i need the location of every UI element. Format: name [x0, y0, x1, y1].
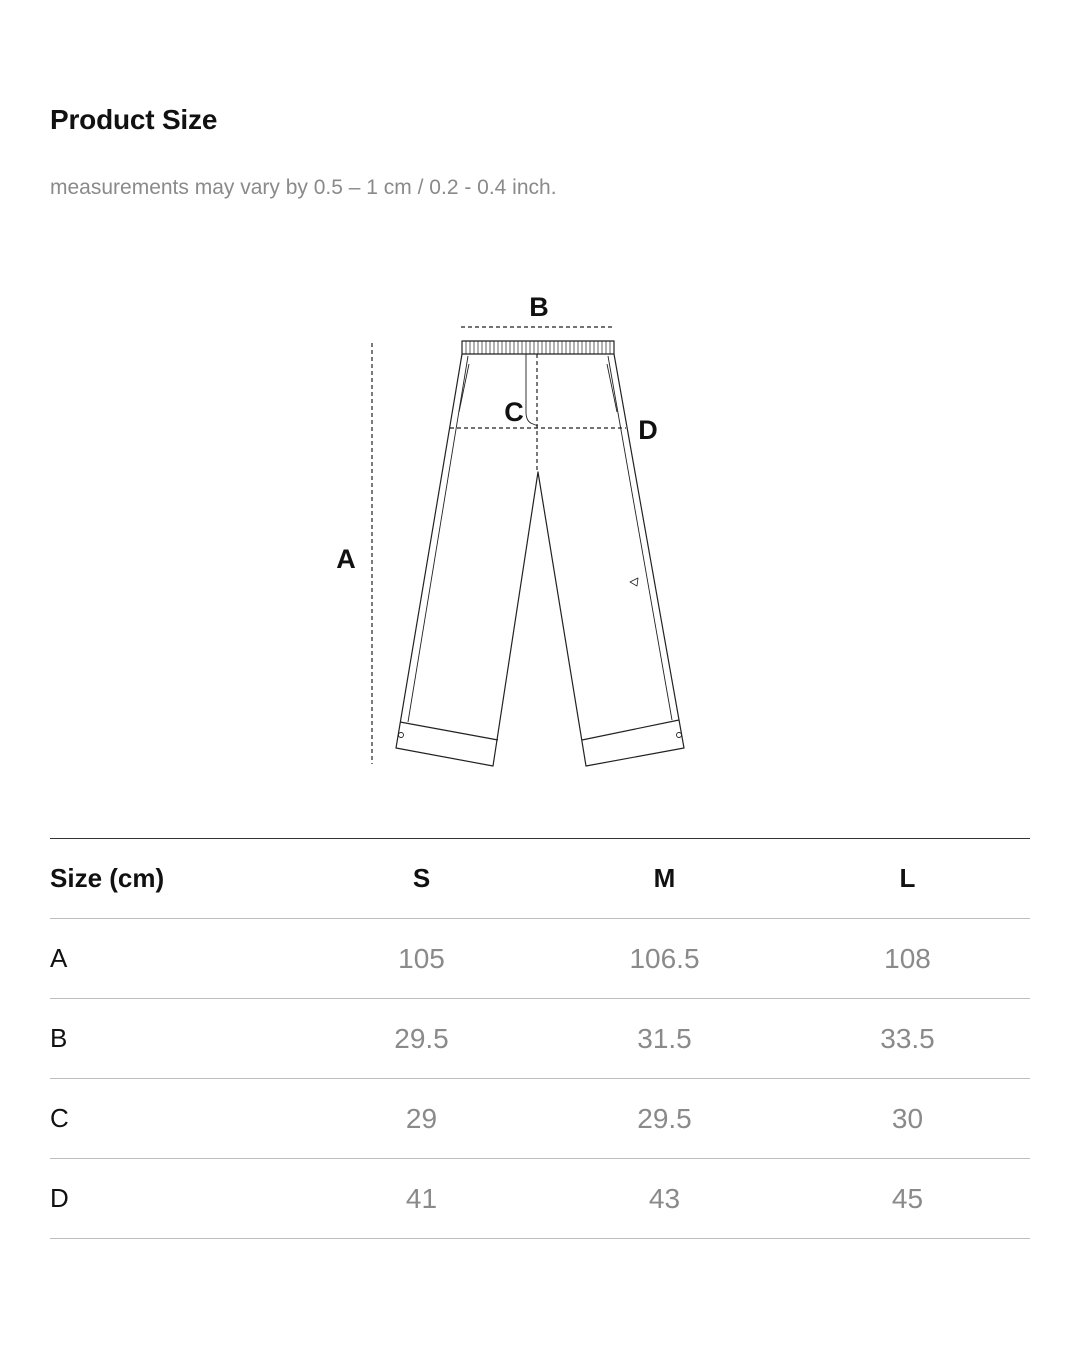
pants-illustration: [0, 280, 1080, 780]
row-label: C: [50, 1103, 69, 1133]
left-cuff-line: [400, 722, 498, 740]
label-c: C: [504, 397, 524, 427]
table-row: [50, 1079, 1030, 1159]
right-side-seam: [608, 356, 672, 720]
table-cell: 106.5: [629, 942, 700, 974]
size-column-m: M: [653, 863, 676, 893]
table-cell: 31.5: [637, 1022, 692, 1054]
left-pocket: [459, 364, 469, 412]
table-cell: 41: [405, 1182, 438, 1214]
table-cell: 29.5: [637, 1102, 692, 1134]
label-a: A: [336, 544, 356, 574]
right-cuff-button: [677, 733, 682, 738]
size-column-s: S: [412, 863, 431, 893]
table-cell: 45: [891, 1182, 924, 1214]
table-row: [50, 1159, 1030, 1239]
right-pocket: [607, 364, 617, 412]
table-cell: 29.5: [394, 1022, 449, 1054]
row-label: B: [50, 1023, 68, 1053]
table-row: [50, 919, 1030, 999]
row-label: A: [50, 943, 68, 973]
size-column-l: L: [899, 863, 916, 893]
waistband-ribbing: [466, 341, 610, 354]
pants-diagram: [0, 280, 1080, 780]
right-cuff-line: [582, 720, 679, 740]
logo-tab-icon: [630, 578, 638, 586]
size-unit-header: Size (cm): [50, 863, 165, 893]
table-row: [50, 999, 1030, 1079]
table-header-row: [50, 839, 1030, 919]
label-b: B: [529, 292, 549, 322]
measurement-note: measurements may vary by 0.5 – 1 cm / 0.2 - 0.4 inch.: [50, 176, 557, 199]
label-d: D: [638, 415, 658, 445]
table-cell: 108: [884, 942, 931, 974]
size-table: [50, 838, 1030, 1239]
table-cell: 43: [648, 1182, 681, 1214]
table-cell: 105: [398, 942, 445, 974]
left-cuff-button: [399, 733, 404, 738]
fly-stitching: [526, 354, 538, 426]
table-cell: 33.5: [880, 1022, 935, 1054]
table-cell: 30: [891, 1102, 924, 1134]
row-label: D: [50, 1183, 69, 1213]
page-title: Product Size: [50, 104, 218, 135]
table-cell: 29: [405, 1102, 438, 1134]
